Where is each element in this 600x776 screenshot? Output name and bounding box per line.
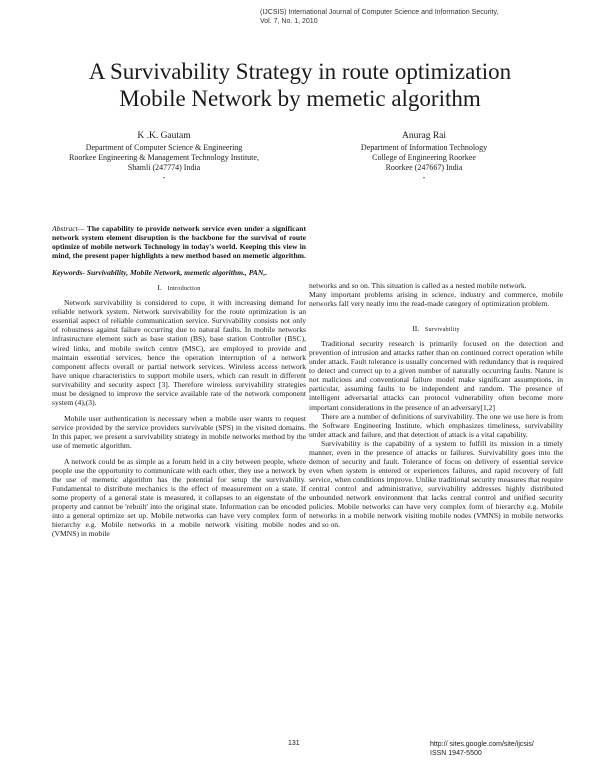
section-title: Survivability [424, 326, 460, 334]
page-number: 131 [288, 740, 300, 747]
keywords: Keywords- Survivability, Mobile Network, memetic algorithm., PAN,. [52, 268, 268, 278]
paragraph: A network could be as simple as a forum held in a city between people, where people use the opportunity to communicate with each other, they use a network by the use of memetic algorithm has the potential for setup the survivability. Fundamental to distribute mechanics is the effect of measurement on a state. If some property of a general state is measured, it collapses to an eigenstate of the property and cannot be 'rebuilt' into the original state. Information can be encoded into a general optimize set up. Mobile networks can have very complex form of hierarchy e.g. Mobile networks in a mobile network visiting mobile nodes (VMNS) in mobile [52, 457, 306, 539]
author-affiliation: - [162, 173, 166, 182]
journal-line-1: (IJCSIS) International Journal of Computer Science and Information Security, [260, 9, 499, 16]
paragraph: Survivability is the capability of a system to fulfill its mission in a timely manner, even in the presence of attacks or failures. Survivability goes into the demon of security and fault. Tolerance of focus on delivery of essential service even when system is entered or experiences failures, and rapid recovery of full service, when conditions improve. Unlike traditional security measures that require central control and administrative, survivability addresses highly distributed unbounded network environment that lacks central control and unified security policies. Mobile networks can have very complex form of hierarchy e.g. Mobile networks in a mobile network visiting mobile nodes (VMNS) in mobile networks and so on. [309, 438, 563, 530]
section-heading-introduction [52, 283, 306, 293]
author-affiliation: - [422, 173, 426, 182]
section-title: Introduction [167, 285, 201, 293]
section-heading-survivability [309, 324, 563, 334]
abstract-text: The capability to provide network service even under a significant network system element disruption is the backbone for the survival of route optimize of mobile network Technology in today's world. Keeping this view in mind, the present paper highlights a new method based on memetic algorithm. [52, 224, 306, 261]
title-line-1: A Survivability Strategy in route optimization [88, 59, 512, 84]
author-block-2 [294, 130, 554, 183]
paragraph: Mobile user authentication is necessary when a mobile user wants to request service provided by the service providers survivable (SPS) in the visited domains. In this paper, we present a survivability strategy in mobile networks method by the use of memetic algorithm. [52, 413, 306, 450]
paper-title [40, 58, 560, 112]
author-block-1 [34, 130, 294, 183]
author-affiliation: Roorkee (247667) India [385, 163, 463, 172]
author-name: Anurag Rai [401, 131, 447, 141]
section-number: II. [412, 324, 420, 334]
paragraph: Many important problems arising in science, industry and commerce, mobile networks fall very neatly into the read-made category of optimization problem. [309, 290, 563, 309]
right-column [309, 281, 563, 529]
journal-header [260, 8, 580, 26]
paragraph: Network survivability is considered to cope, it with increasing demand for reliable network system. Network survivability for the route optimization is an essential aspect of reliable communication service. Survivability consists not only of robustness against failure occurring due to natural faults. In mobile networks infrastructure element such as base station (BS), base station Controller (BSC), wired links, and mobile switch centre (MSC), are employed to provide and maintain essential services, hence the operation interruption of a network component affects overall or partial network services. Wireless access network have unique characteristics to support mobile users, which can result in different survivability and security aspect [3]. Therefore wireless survivability strategies must be designed to improve the service available rate of the network component system (4),(3). [52, 298, 306, 407]
paragraph: There are a number of definitions of survivability. The one we use here is from the Software Engineering Institute, which emphasizes timeliness, survivability under attack and failure, and that detection of attack is a vital capability. [309, 411, 563, 439]
abstract [52, 224, 306, 260]
section-number: I. [157, 283, 162, 293]
author-affiliation: Department of Computer Science & Engineering [85, 143, 243, 152]
author-affiliation: Department of Information Technology [360, 143, 488, 152]
abstract-label: Abstract— [52, 224, 85, 233]
paragraph: networks and so on. This situation is called as a nested mobile network. [309, 281, 527, 290]
author-affiliation: College of Engineering Roorkee [372, 153, 476, 162]
footer-info [430, 740, 534, 758]
left-column [52, 224, 306, 538]
footer-site-link[interactable]: http:// sites.google.com/site/ijcsis/ [430, 741, 534, 748]
author-name: K .K. Gautam [137, 131, 191, 141]
paragraph: Traditional security research is primarily focused on the detection and prevention of intrusion and attacks rather than on continued correct operation while under attack. Fault tolerance is usually concerned with redundancy that is required to detect and correct up to a given number of naturally occurring faults. Nature is not malicious and conventional failure model make significant assumptions, in particular, assuming faults to be independent and random. The presence of intelligent adversarial attacks can protocol vulnerability often become more important considerations in the presence of an adversary[1,2] [309, 339, 563, 412]
title-line-2: Mobile Network by memetic algorithm [119, 86, 481, 111]
footer-issn: ISSN 1947-5500 [430, 750, 482, 757]
author-affiliation: Shamli (247774) India [127, 163, 201, 172]
journal-line-2: Vol. 7, No. 1, 2010 [260, 18, 318, 25]
author-affiliation: Roorkee Engineering & Management Technology Institute, [69, 153, 259, 162]
